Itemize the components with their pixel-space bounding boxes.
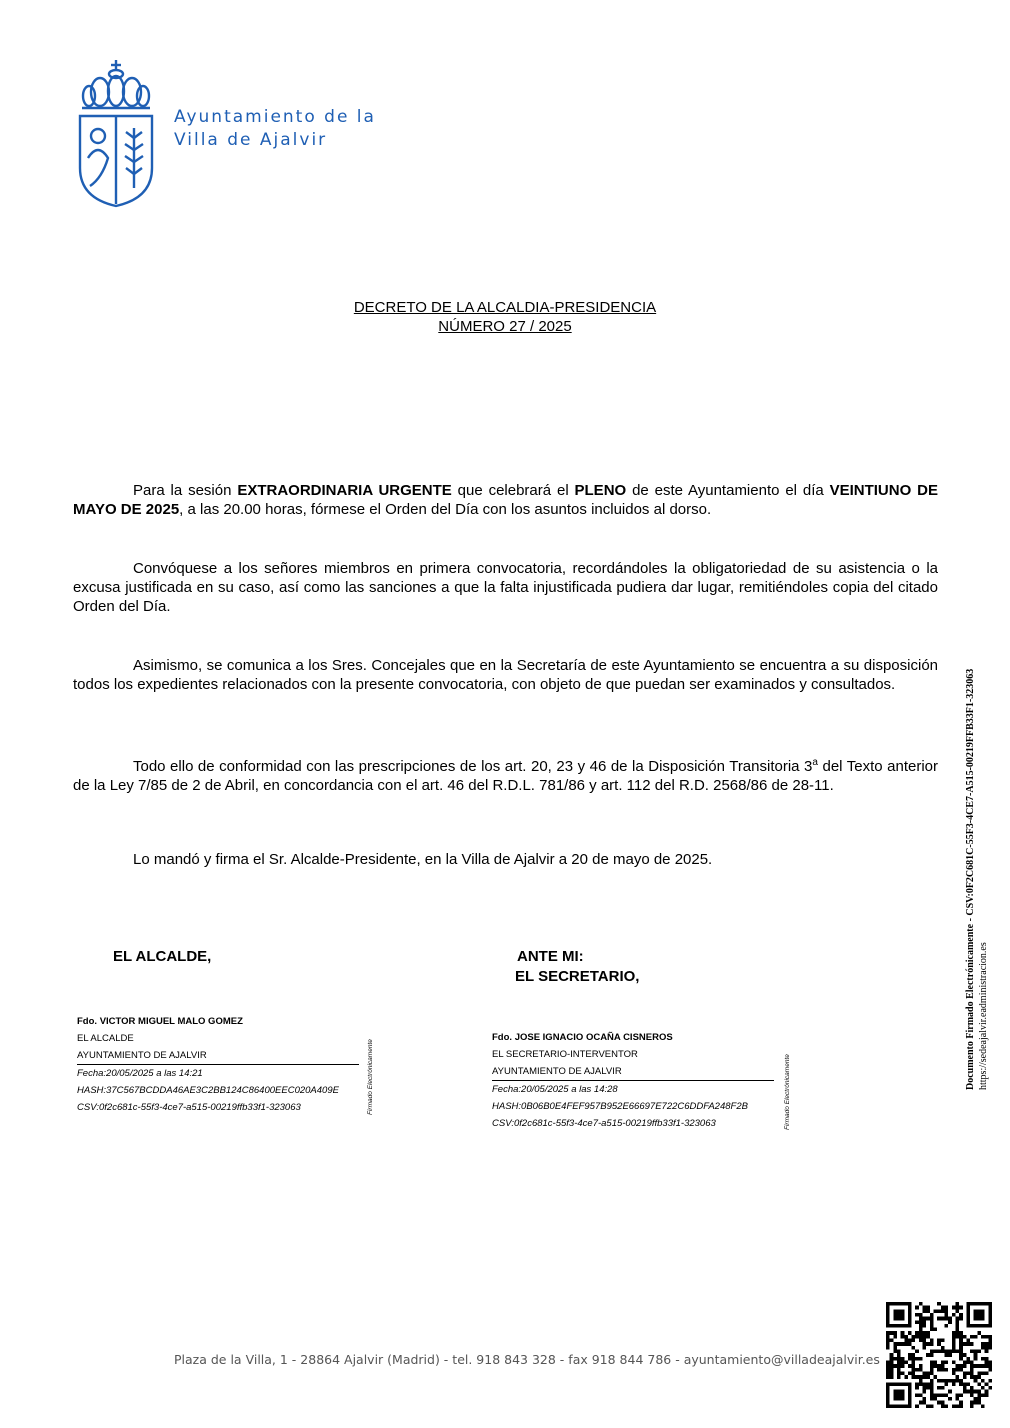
- p1-text-1: Para la sesión: [133, 482, 238, 499]
- csv-verification-code: Documento Firmado Electrónicamente - CSV:0F2C681C-55F3-4CE7-A515-00219FFB33F1-323063: [965, 668, 976, 1090]
- decree-title-line-1: DECRETO DE LA ALCALDIA-PRESIDENCIA: [353, 299, 657, 316]
- decree-number: NÚMERO 27 / 2025: [438, 318, 572, 335]
- paragraph-3: [73, 656, 938, 694]
- coat-of-arms-icon: [76, 58, 156, 208]
- signature-date: Fecha:20/05/2025 a las 14:28: [492, 1084, 618, 1095]
- secretary-signature-block: [492, 1029, 774, 1132]
- signer-org: AYUNTAMIENTO DE AJALVIR: [77, 1050, 207, 1061]
- p4-text-2: del Texto anterior de la Ley 7/85 de 2 de Abril, en concordancia con el art. 46 del R.D.L. 781/86 y art. 112 del R.D. 2568/86 de 28-11.: [73, 758, 938, 794]
- p3-text: Asimismo, se comunica a los Sres. Concejales que en la Secretaría de este Ayuntamiento se encuentra a su disposición todos los expedientes relacionados con la presente convocatoria, con objeto de que puedan ser examinados y consultados.: [73, 657, 938, 693]
- signer-name: Fdo. JOSE IGNACIO OCAÑA CISNEROS: [492, 1032, 673, 1043]
- ante-mi-heading: ANTE MI:: [517, 948, 584, 965]
- p4-superscript: a: [812, 757, 818, 768]
- signature-csv: CSV:0f2c681c-55f3-4ce7-a515-00219ffb33f1-323063: [77, 1102, 301, 1113]
- p5-text: Lo mandó y firma el Sr. Alcalde-Presidente, en la Villa de Ajalvir a 20 de mayo de 2025.: [133, 851, 713, 868]
- signature-date: Fecha:20/05/2025 a las 14:21: [77, 1068, 203, 1079]
- p1-text-3: de este Ayuntamiento el día: [626, 482, 830, 499]
- electronic-signature-stamp: Firmado Electrónicamente: [784, 1054, 791, 1130]
- electronic-signature-stamp: Firmado Electrónicamente: [367, 1039, 374, 1115]
- signer-role: EL ALCALDE: [77, 1033, 134, 1044]
- org-line-2: Villa de Ajalvir: [174, 130, 328, 150]
- p1-session-type: EXTRAORDINARIA URGENTE: [237, 482, 452, 499]
- signer-org: AYUNTAMIENTO DE AJALVIR: [492, 1066, 622, 1077]
- p1-date: VEINTIUNO DE MAYO DE 2025: [73, 482, 938, 518]
- mayor-signature-block: [77, 1013, 359, 1116]
- organization-name: [174, 106, 376, 152]
- paragraph-4: [73, 753, 938, 795]
- paragraph-1: [73, 481, 938, 519]
- decree-title: [0, 298, 1010, 336]
- footer-address: Plaza de la Villa, 1 - 28864 Ajalvir (Madrid) - tel. 918 843 328 - fax 918 844 786 - ayuntamiento@villadeajalvir.es: [174, 1352, 880, 1367]
- signature-hash: HASH:0B06B0E4FEF957B952E66697E722C6DDFA248F2B: [492, 1101, 748, 1112]
- paragraph-2: [73, 559, 938, 616]
- signer-name: Fdo. VICTOR MIGUEL MALO GOMEZ: [77, 1016, 243, 1027]
- p4-text-1: Todo ello de conformidad con las prescripciones de los art. 20, 23 y 46 de la Disposición Transitoria 3: [133, 758, 813, 775]
- p1-body: PLENO: [574, 482, 627, 499]
- signature-hash: HASH:37C567BCDDA46AE3C2BB124C86400EEC020A409E: [77, 1085, 339, 1096]
- p1-text-4: , a las 20.00 horas, fórmese el Orden del Día con los asuntos incluidos al dorso.: [179, 501, 712, 518]
- org-line-1: Ayuntamiento de la: [174, 107, 376, 127]
- signature-csv: CSV:0f2c681c-55f3-4ce7-a515-00219ffb33f1-323063: [492, 1118, 716, 1129]
- p2-text: Convóquese a los señores miembros en primera convocatoria, recordándoles la obligatoriedad de su asistencia o la excusa justificada en su caso, así como las sanciones a que la falta injustificada pudiera dar lugar, remitiéndoles copia del citado Orden del Día.: [73, 560, 938, 615]
- paragraph-5: [73, 850, 938, 869]
- qr-code-icon: [886, 1302, 992, 1408]
- csv-verification-side: [964, 669, 990, 1090]
- signer-role: EL SECRETARIO-INTERVENTOR: [492, 1049, 638, 1060]
- verification-url[interactable]: https://sedeajalvir.eadministracion.es: [978, 942, 989, 1090]
- secretary-heading: EL SECRETARIO,: [515, 968, 640, 985]
- mayor-heading: EL ALCALDE,: [113, 948, 212, 965]
- p1-text-2: que celebrará el: [451, 482, 575, 499]
